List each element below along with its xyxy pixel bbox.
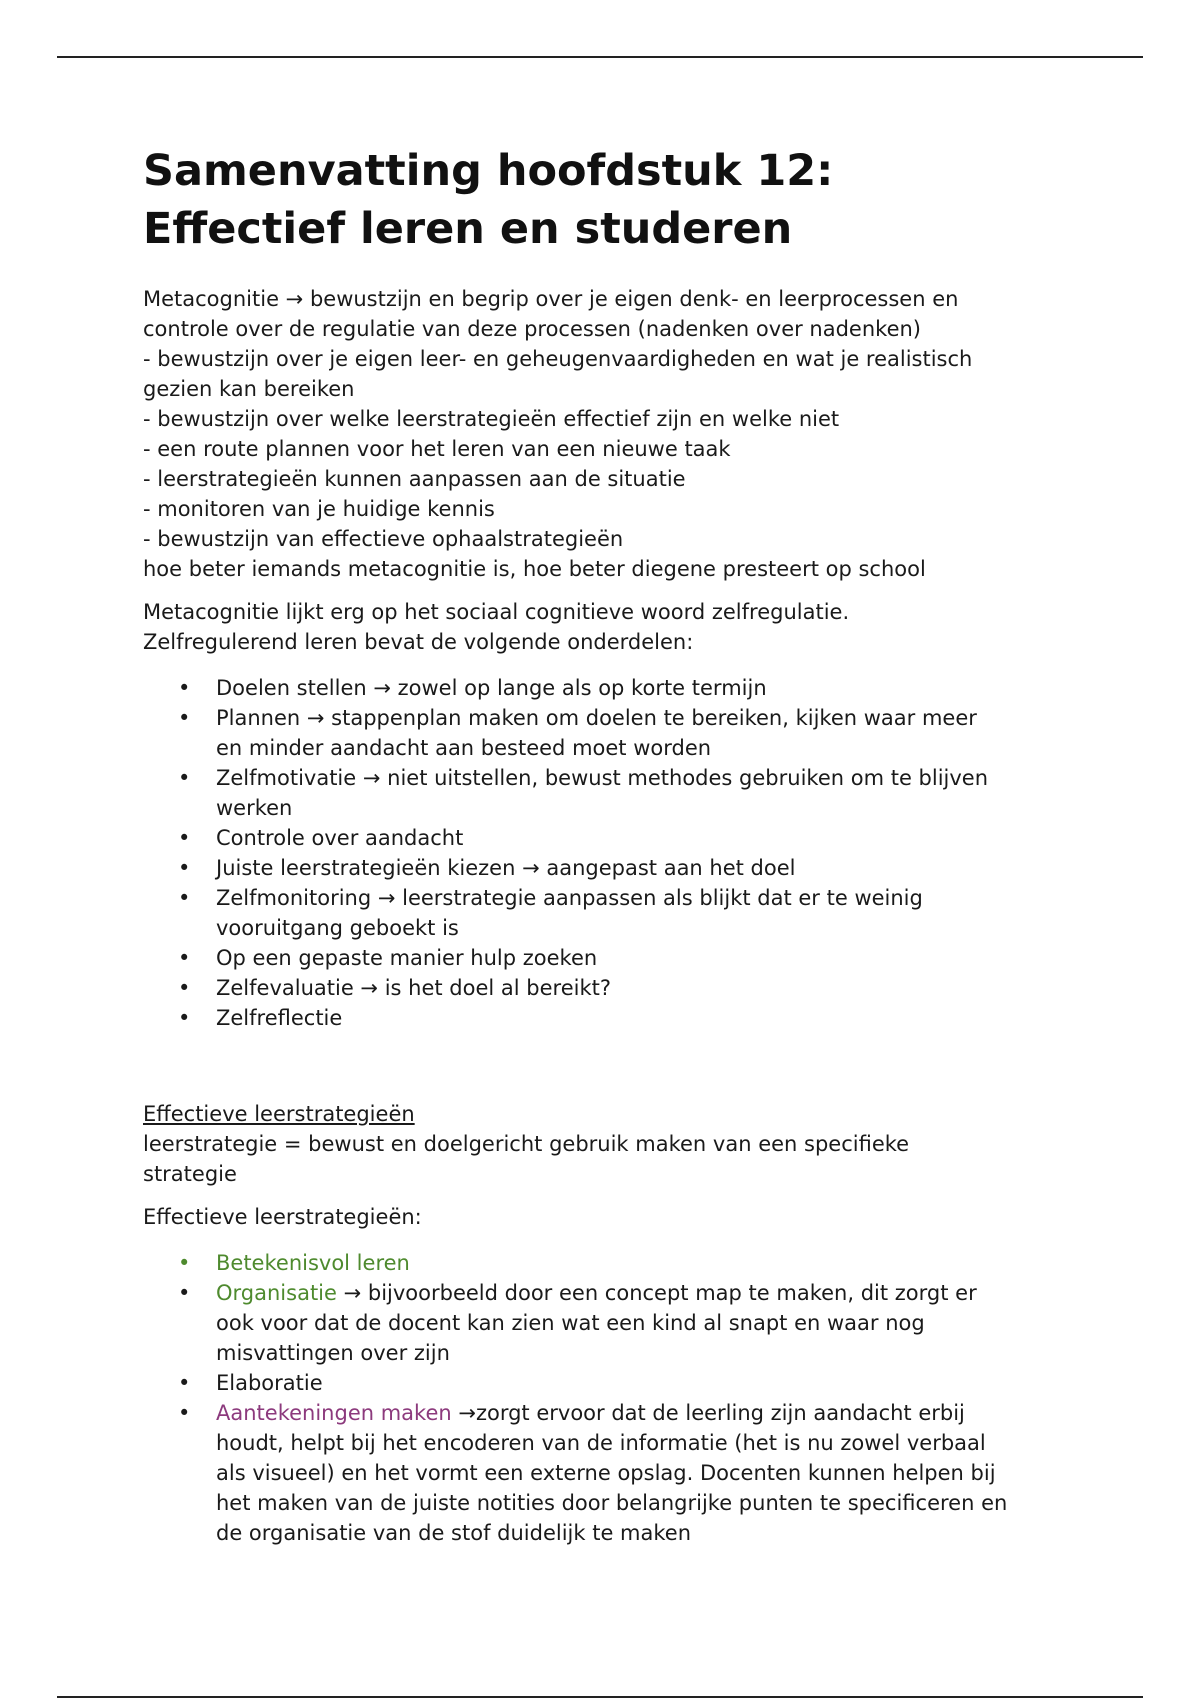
bullet: • xyxy=(178,1371,191,1395)
item-text: Doelen stellen → zowel op lange als op korte termijn xyxy=(216,676,767,700)
list-item xyxy=(143,673,1063,703)
definition-line-2: strategie xyxy=(143,1162,237,1186)
bullet: • xyxy=(178,886,191,910)
list-item xyxy=(143,1368,1063,1398)
bullet: • xyxy=(178,1401,191,1425)
term-aantekeningen-maken: Aantekeningen maken xyxy=(216,1401,452,1425)
bottom-rule xyxy=(57,1696,1143,1698)
bullet: • xyxy=(178,1006,191,1030)
meta-line-10: hoe beter iemands metacognitie is, hoe beter diegene presteert op school xyxy=(143,557,926,581)
term-organisatie: Organisatie xyxy=(216,1281,337,1305)
bullet: • xyxy=(178,826,191,850)
meta-line-7: - leerstrategieën kunnen aanpassen aan de situatie xyxy=(143,467,686,491)
item-text: vooruitgang geboekt is xyxy=(216,916,459,940)
top-rule xyxy=(57,56,1143,58)
item-text: en minder aandacht aan besteed moet worden xyxy=(216,736,712,760)
section-heading: Effectieve leerstrategieën xyxy=(143,1102,415,1126)
bullet: • xyxy=(178,766,191,790)
bullet: • xyxy=(178,946,191,970)
bullet: • xyxy=(178,1281,191,1305)
bullet: • xyxy=(178,706,191,730)
list-item xyxy=(143,823,1063,853)
spacer xyxy=(143,1033,1063,1099)
item-text: →zorgt ervoor dat de leerling zijn aandacht erbij xyxy=(451,1401,965,1425)
item-text: werken xyxy=(216,796,293,820)
title-line-2: Effectief leren en studeren xyxy=(143,204,793,254)
list-title: Effectieve leerstrategieën: xyxy=(143,1205,422,1229)
list-item xyxy=(143,1003,1063,1033)
list-item xyxy=(143,1278,1063,1368)
list-item xyxy=(143,703,1063,763)
term-betekenisvol-leren: Betekenisvol leren xyxy=(216,1251,410,1275)
zelfregulatie-list xyxy=(143,673,1063,1033)
list-item xyxy=(143,973,1063,1003)
item-text: het maken van de juiste notities door belangrijke punten te specificeren en xyxy=(216,1491,1008,1515)
bullet: • xyxy=(178,676,191,700)
bullet: • xyxy=(178,856,191,880)
item-text: Plannen → stappenplan maken om doelen te bereiken, kijken waar meer xyxy=(216,706,977,730)
item-text: Op een gepaste manier hulp zoeken xyxy=(216,946,598,970)
definition-line-1: leerstrategie = bewust en doelgericht gebruik maken van een specifieke xyxy=(143,1132,910,1156)
item-text: Juiste leerstrategieën kiezen → aangepast aan het doel xyxy=(216,856,796,880)
item-text: Zelfevaluatie → is het doel al bereikt? xyxy=(216,976,611,1000)
item-text: Zelfreflectie xyxy=(216,1006,343,1030)
item-text: als visueel) en het vormt een externe opslag. Docenten kunnen helpen bij xyxy=(216,1461,996,1485)
item-text: → bijvoorbeeld door een concept map te maken, dit zorgt er xyxy=(336,1281,977,1305)
item-text: ook voor dat de docent kan zien wat een kind al snapt en waar nog xyxy=(216,1311,925,1335)
meta-line-9: - bewustzijn van effectieve ophaalstrategieën xyxy=(143,527,624,551)
meta-line-2: controle over de regulatie van deze processen (nadenken over nadenken) xyxy=(143,317,921,341)
meta-line-3: - bewustzijn over je eigen leer- en geheugenvaardigheden en wat je realistisch xyxy=(143,347,973,371)
leerstrategieen-section xyxy=(143,1099,1063,1548)
list-item xyxy=(143,943,1063,973)
zelfregulatie-section xyxy=(143,597,1063,1033)
list-item xyxy=(143,1248,1063,1278)
item-text: de organisatie van de stof duidelijk te maken xyxy=(216,1521,692,1545)
leerstrategieen-list xyxy=(143,1248,1063,1548)
definition xyxy=(143,1129,1063,1189)
item-text: misvattingen over zijn xyxy=(216,1341,450,1365)
list-item xyxy=(143,883,1063,943)
item-text: Zelfmotivatie → niet uitstellen, bewust methodes gebruiken om te blijven xyxy=(216,766,989,790)
item-text: Elaboratie xyxy=(216,1371,323,1395)
page-title xyxy=(143,142,1063,258)
meta-line-5: - bewustzijn over welke leerstrategieën effectief zijn en welke niet xyxy=(143,407,840,431)
list-item xyxy=(143,1398,1063,1548)
title-line-1: Samenvatting hoofdstuk 12: xyxy=(143,146,834,196)
bullet: • xyxy=(178,1251,191,1275)
meta-line-6: - een route plannen voor het leren van een nieuwe taak xyxy=(143,437,731,461)
meta-line-1: Metacognitie → bewustzijn en begrip over je eigen denk- en leerprocessen en xyxy=(143,287,959,311)
document-body xyxy=(143,142,1063,1548)
metacognitie-paragraph xyxy=(143,284,1063,584)
zelfregulatie-intro-1: Metacognitie lijkt erg op het sociaal cognitieve woord zelfregulatie. xyxy=(143,600,850,624)
item-text: Zelfmonitoring → leerstrategie aanpassen als blijkt dat er te weinig xyxy=(216,886,923,910)
bullet: • xyxy=(178,976,191,1000)
item-text: Controle over aandacht xyxy=(216,826,464,850)
meta-line-4: gezien kan bereiken xyxy=(143,377,355,401)
meta-line-8: - monitoren van je huidige kennis xyxy=(143,497,495,521)
list-item xyxy=(143,763,1063,823)
zelfregulatie-intro-2: Zelfregulerend leren bevat de volgende onderdelen: xyxy=(143,630,694,654)
list-item xyxy=(143,853,1063,883)
item-text: houdt, helpt bij het encoderen van de informatie (het is nu zowel verbaal xyxy=(216,1431,986,1455)
